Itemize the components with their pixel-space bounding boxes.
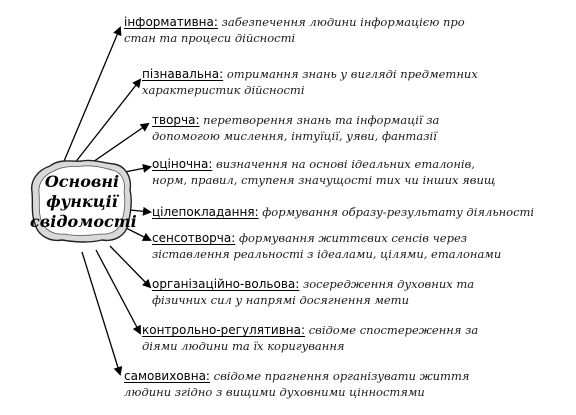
center-title bbox=[30, 172, 137, 232]
function-item-self-educational bbox=[124, 368, 469, 400]
function-term: сенсотворча: bbox=[152, 231, 236, 245]
center-line-2: функції bbox=[46, 192, 118, 211]
arrow-7 bbox=[110, 246, 150, 287]
arrow-8 bbox=[96, 250, 140, 333]
function-item-cognitive bbox=[142, 66, 478, 98]
center-line-3: свідомості bbox=[30, 212, 137, 231]
function-term: самовиховна: bbox=[124, 369, 210, 383]
function-desc-line2: допомогою мислення, інтуїції, уяви, фантазії bbox=[152, 129, 437, 143]
function-term: організаційно-вольова: bbox=[152, 277, 300, 291]
function-desc-line2: норм, правил, ступеня значущості тих чи інших явищ bbox=[152, 173, 496, 187]
function-desc: свідоме спостереження за bbox=[308, 323, 479, 337]
function-desc: формування образу-результату діяльності bbox=[262, 205, 535, 219]
function-item-evaluative bbox=[152, 156, 495, 188]
function-term: оціночна: bbox=[152, 157, 213, 171]
function-desc: перетворення знань та інформації за bbox=[203, 113, 440, 127]
function-desc-line2: фізичних сил у напрямі досягнення мети bbox=[152, 293, 409, 307]
function-item-informative bbox=[124, 14, 465, 46]
function-desc: формування життєвих сенсів через bbox=[238, 231, 468, 245]
function-term: пізнавальна: bbox=[142, 67, 224, 81]
function-item-organizational-volitional bbox=[152, 276, 474, 308]
center-node bbox=[30, 158, 137, 244]
function-term: інформативна: bbox=[124, 15, 218, 29]
function-desc: визначення на основі ідеальних еталонів, bbox=[216, 157, 475, 171]
arrow-9 bbox=[82, 252, 120, 374]
arrow-1 bbox=[62, 28, 120, 166]
function-desc: забезпечення людини інформацією про bbox=[221, 15, 465, 29]
function-desc-line2: стан та процеси дійсності bbox=[124, 31, 296, 45]
function-desc: свідоме прагнення організувати життя bbox=[213, 369, 470, 383]
function-term: контрольно-регулятивна: bbox=[142, 323, 306, 337]
function-desc-line2: характеристик дійсності bbox=[142, 83, 305, 97]
function-desc-line2: людини згідно з вищими духовними цінностями bbox=[124, 385, 425, 399]
function-term: творча: bbox=[152, 113, 200, 127]
function-item-goal-setting bbox=[152, 204, 534, 220]
function-item-creative bbox=[152, 112, 439, 144]
function-item-meaning-making bbox=[152, 230, 501, 262]
function-desc-line2: зіставлення реальності з ідеалами, цілями, еталонами bbox=[152, 247, 502, 261]
function-desc: зосередження духовних та bbox=[302, 277, 475, 291]
function-desc: отримання знань у вигляді предметних bbox=[226, 67, 478, 81]
function-item-control-regulatory bbox=[142, 322, 478, 354]
function-term: цілепокладання: bbox=[152, 205, 259, 219]
center-line-1: Основні bbox=[44, 172, 120, 191]
arrow-2 bbox=[74, 80, 140, 164]
function-desc-line2: діями людини та їх коригування bbox=[142, 339, 345, 353]
